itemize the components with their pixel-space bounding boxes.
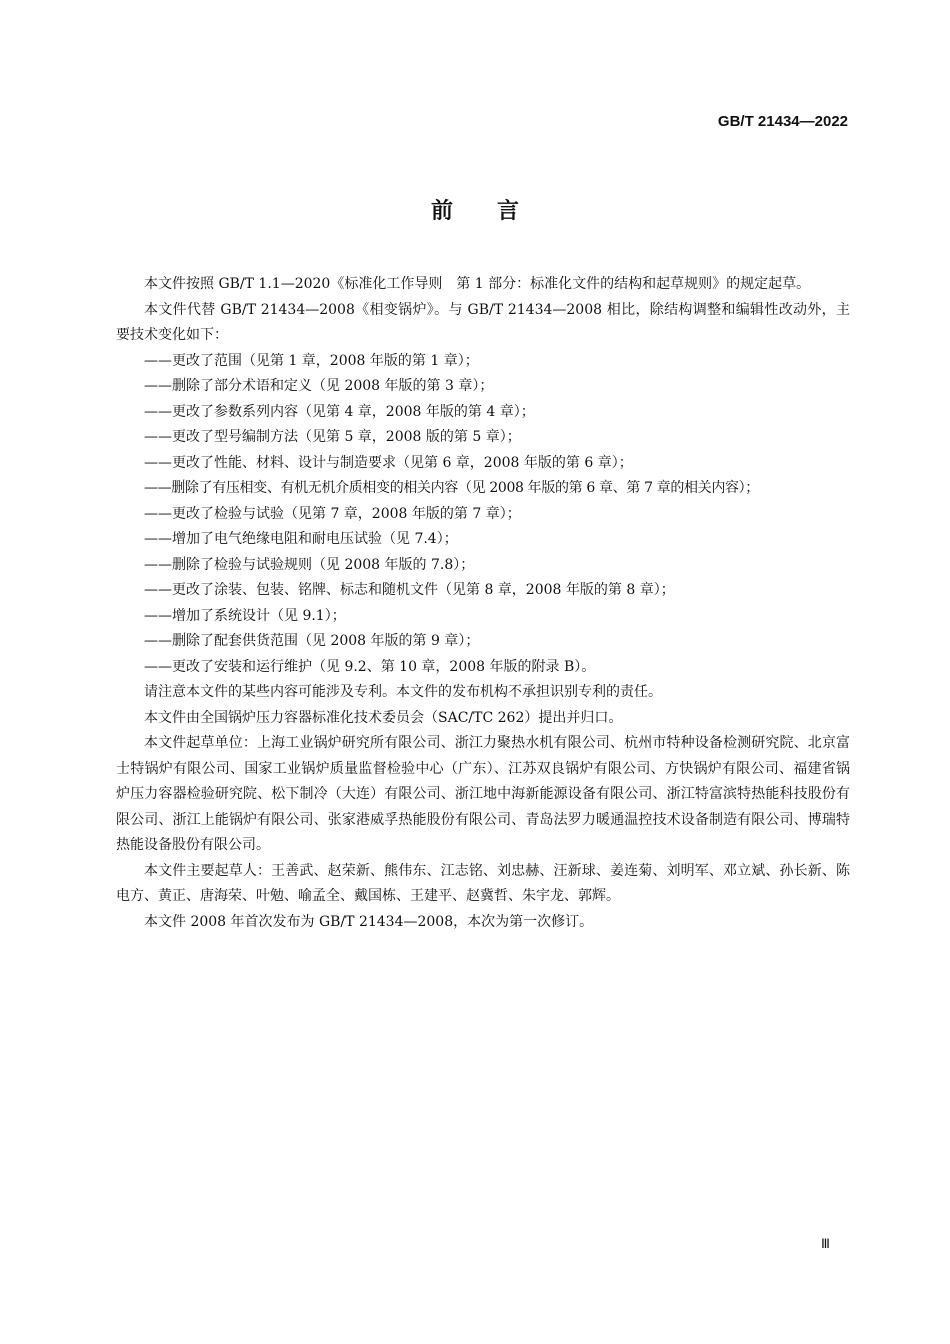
change-item: ——更改了性能、材料、设计与制造要求（见第 6 章，2008 年版的第 6 章）； [144, 454, 633, 471]
paragraph-proposed-by: 本文件由全国锅炉压力容器标准化技术委员会（SAC/TC 262）提出并归口。 [144, 709, 623, 726]
paragraph-patent-notice: 请注意本文件的某些内容可能涉及专利。本文件的发布机构不承担识别专利的责任。 [144, 684, 662, 700]
change-item: ——更改了检验与试验（见第 7 章，2008 年版的第 7 章）； [144, 505, 521, 522]
change-item: ——更改了范围（见第 1 章，2008 年版的第 1 章）； [144, 352, 479, 369]
change-item: ——删除了配套供货范围（见 2008 年版的第 9 章）； [144, 633, 480, 649]
page-title: 前言 [430, 199, 563, 224]
change-item: ——更改了参数系列内容（见第 4 章，2008 年版的第 4 章）； [144, 403, 535, 420]
change-item: ——更改了型号编制方法（见第 5 章，2008 版的第 5 章）； [144, 429, 521, 445]
paragraph-drafting-organizations: 本文件起草单位：上海工业锅炉研究所有限公司、浙江力聚热水机有限公司、杭州市特种设备检测研究院、北京富士特锅炉有限公司、国家工业锅炉质量监督检验中心（广东）、江苏双良锅炉有限公司、方快锅炉有限公司、福建省锅炉压力容器检验研究院、松下制冷（大连）有限公司、浙江地中海新能源设备有限公司、浙江特富滨特热能科技股份有限公司、浙江上能锅炉有限公司、张家港威孚热能股份有限公司、青岛法罗力暖通温控技术设备制造有限公司、博瑞特热能设备股份有限公司。 [116, 735, 850, 853]
change-item: ——删除了有压相变、有机无机介质相变的相关内容（见 2008 年版的第 6 章、第 7 章的相关内容）； [144, 480, 759, 496]
change-item: ——删除了部分术语和定义（见 2008 年版的第 3 章）； [144, 378, 494, 394]
change-item: ——更改了涂装、包装、铭牌、标志和随机文件（见第 8 章，2008 年版的第 8 章）； [144, 582, 675, 598]
change-item: ——删除了检验与试验规则（见 2008 年版的 7.8）； [144, 556, 475, 573]
page-number: Ⅲ [821, 1236, 830, 1251]
change-item: ——增加了系统设计（见 9.1）； [144, 607, 346, 624]
foreword-body [116, 272, 850, 935]
standard-code: GB/T 21434—2022 [717, 113, 848, 130]
change-item: ——更改了安装和运行维护（见 9.2、第 10 章，2008 年版的附录 B）。 [144, 658, 596, 675]
paragraph-drafting-rules: 本文件按照 GB/T 1.1—2020《标准化工作导则 第 1 部分：标准化文件的结构和起草规则》的规定起草。 [144, 276, 811, 292]
paragraph-replaces: 本文件代替 GB/T 21434—2008《相变锅炉》。与 GB/T 21434—2008 相比，除结构调整和编辑性改动外，主要技术变化如下： [116, 301, 850, 343]
paragraph-revision-history: 本文件 2008 年首次发布为 GB/T 21434—2008，本次为第一次修订。 [144, 913, 594, 930]
change-item: ——增加了电气绝缘电阻和耐电压试验（见 7.4）； [144, 531, 458, 547]
paragraph-drafters: 本文件主要起草人：王善武、赵荣新、熊伟东、江志铭、刘忠赫、汪新球、姜连菊、刘明军、邓立斌、孙长新、陈电方、黄正、唐海荣、叶勉、喻孟全、戴国栋、王建平、赵冀哲、朱宇龙、郭辉。 [116, 862, 850, 904]
